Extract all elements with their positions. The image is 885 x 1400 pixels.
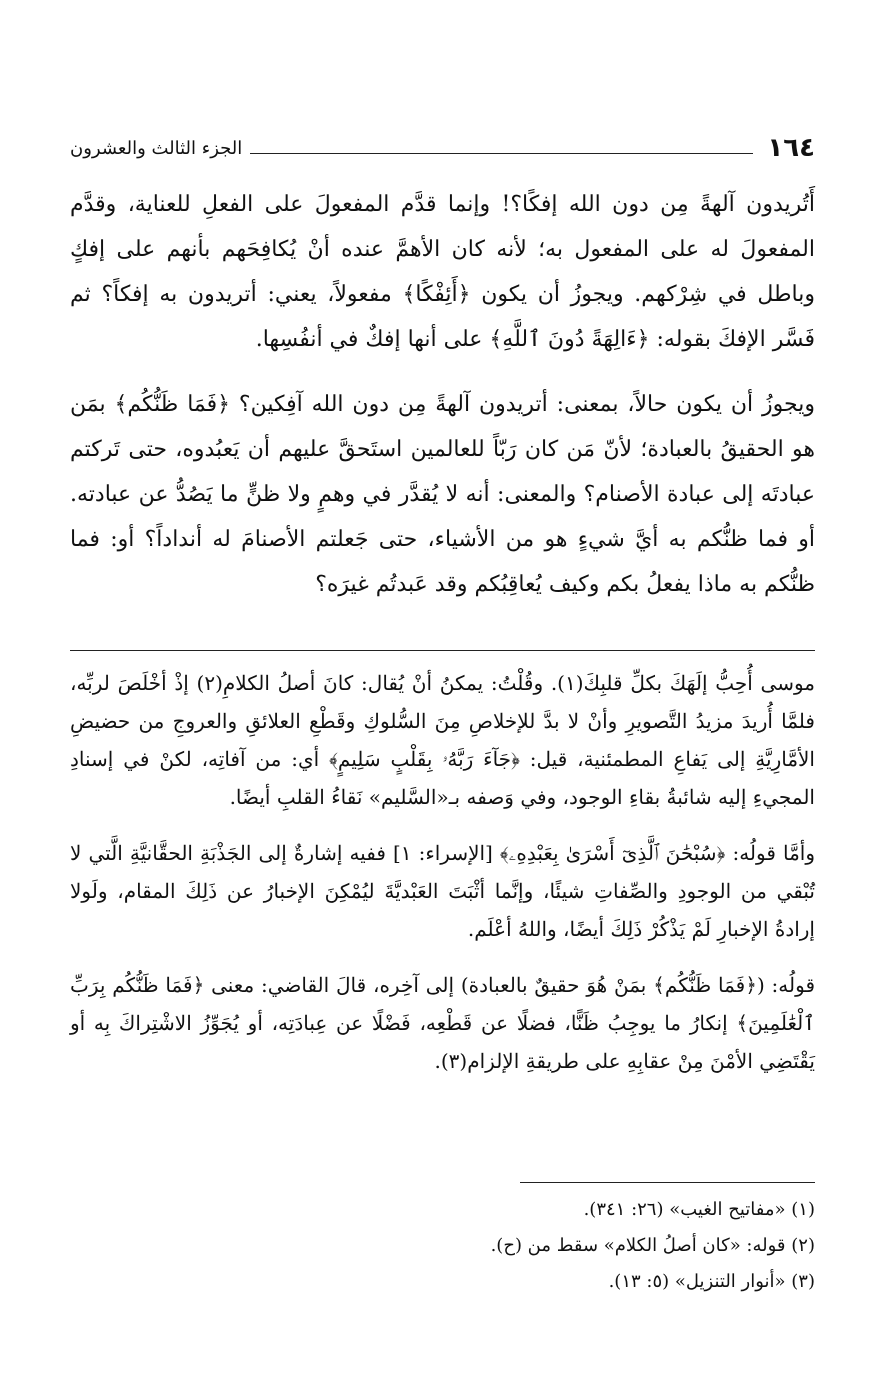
page-number: ١٦٤ <box>767 133 815 163</box>
commentary-divider <box>70 650 815 651</box>
footnotes <box>70 1192 815 1300</box>
commentary-paragraph-2: وأمَّا قولُه: ﴿سُبْحَٰنَ ٱلَّذِىٓ أَسْرَىٰ بِعَبْدِهِۦ﴾ [الإسراء: ١] ففيه إشارةٌ إلى الجَذْبَةِ الحقَّانيَّةِ الَّتي لا تُبْقي من الوجودِ والصِّفاتِ شيئًا، وإنَّما أثْبَتَ العَبْديَّةَ ليُمْكِنَ الإخبارُ عن ذَلِكَ المقام، ولَولا إرادةُ الإخبارِ لَمْ يَذْكُرْ ذَلِكَ أيضًا، واللهُ أعْلَم. <box>70 841 815 941</box>
commentary-paragraph-3: قولُه: (﴿فَمَا ظَنُّكُم﴾ بمَنْ هُوَ حقيقٌ بالعبادة) إلى آخِره، قالَ القاضي: معنى ﴿فَمَا ظَنُّكُم بِرَبِّ ٱلْعَٰلَمِينَ﴾ إنكارُ ما يوجِبُ ظَنًّا، فضلًا عن قَطْعِه، فَضْلًا عن عِبادَتِه، أو يُجَوِّزُ الاشْتِراكَ بِه أو يَقْتَضِي الأمْنَ مِنْ عقابِهِ على طريقةِ الإلزام(٣). <box>70 973 815 1073</box>
commentary-text <box>70 664 815 1098</box>
running-title: الجزء الثالث والعشرون <box>70 137 243 159</box>
footnote-2: (٢) قوله: «كان أصلُ الكلام» سقط من (ح). <box>490 1235 815 1256</box>
footnote-3: (٣) «أنوار التنزيل» (٥: ١٣). <box>608 1271 815 1292</box>
footnote-1: (١) «مفاتيح الغيب» (٢٦: ٣٤١). <box>583 1199 815 1220</box>
main-paragraph-1: أَتُريدون آلهةً مِن دون الله إفكًا؟! وإنما قدَّم المفعولَ على الفعلِ للعناية، وقدَّم المفعولَ له على المفعول به؛ لأنه كان الأهمَّ عنده أنْ يُكافِحَهم بأنهم على إفكٍ وباطل في شِرْكهم. ويجوزُ أن يكون ﴿أَئِفْكًا﴾ مفعولاً، يعني: أتريدون به إفكاً؟ ثم فَسَّر الإفكَ بقوله: ﴿ءَالِهَةً دُونَ ٱللَّهِ﴾ على أنها إفكٌ في أنفُسِها. <box>70 192 815 352</box>
main-text <box>70 182 815 627</box>
header-rule <box>250 153 753 154</box>
footnote-divider <box>520 1182 815 1183</box>
page-header <box>70 128 815 168</box>
commentary-paragraph-1: موسى أُحِبُّ إلَهَكَ بكلِّ قلبِكَ(١). وقُلْتُ: يمكنُ أنْ يُقال: كانَ أصلُ الكلامِ(٢) إذْ أخْلَصَ لربِّه، فلمَّا أُريدَ مزيدُ التَّصويرِ وأنْ لا بدَّ للإخلاصِ مِنَ السُّلوكِ وقَطْعِ العلائقِ والعروجِ من حضيضِ الأمَّارِيَّةِ إلى يَفاعِ المطمئنية، قيل: ﴿جَآءَ رَبَّهُۥ بِقَلْبٍ سَلِيمٍ﴾ أي: من آفاتِه، لكنْ في إسنادِ المجيءِ إليه شائبةُ بقاءِ الوجود، وفي وَصفه بـ«السَّليم» نَقاءُ القلبِ أيضًا. <box>70 671 815 809</box>
main-paragraph-2: ويجوزُ أن يكون حالاً، بمعنى: أتريدون آلهةً مِن دون الله آفِكين؟ ﴿فَمَا ظَنُّكُم﴾ بمَن هو الحقيقُ بالعبادة؛ لأنّ مَن كان رَبّاً للعالمين استَحقَّ عليهم أن يَعبُدوه، حتى تَركتم عبادتَه إلى عبادة الأصنام؟ والمعنى: أنه لا يُقدَّر في وهمٍ ولا ظنٍّ ما يَصُدُّ عن عبادته. أو فما ظنُّكم به أيَّ شيءٍ هو من الأشياء، حتى جَعلتم الأصنامَ له أنداداً؟ أو: فما ظنُّكم به ماذا يفعلُ بكم وكيف يُعاقِبُكم وقد عَبدتُم غيرَه؟ <box>70 392 815 597</box>
